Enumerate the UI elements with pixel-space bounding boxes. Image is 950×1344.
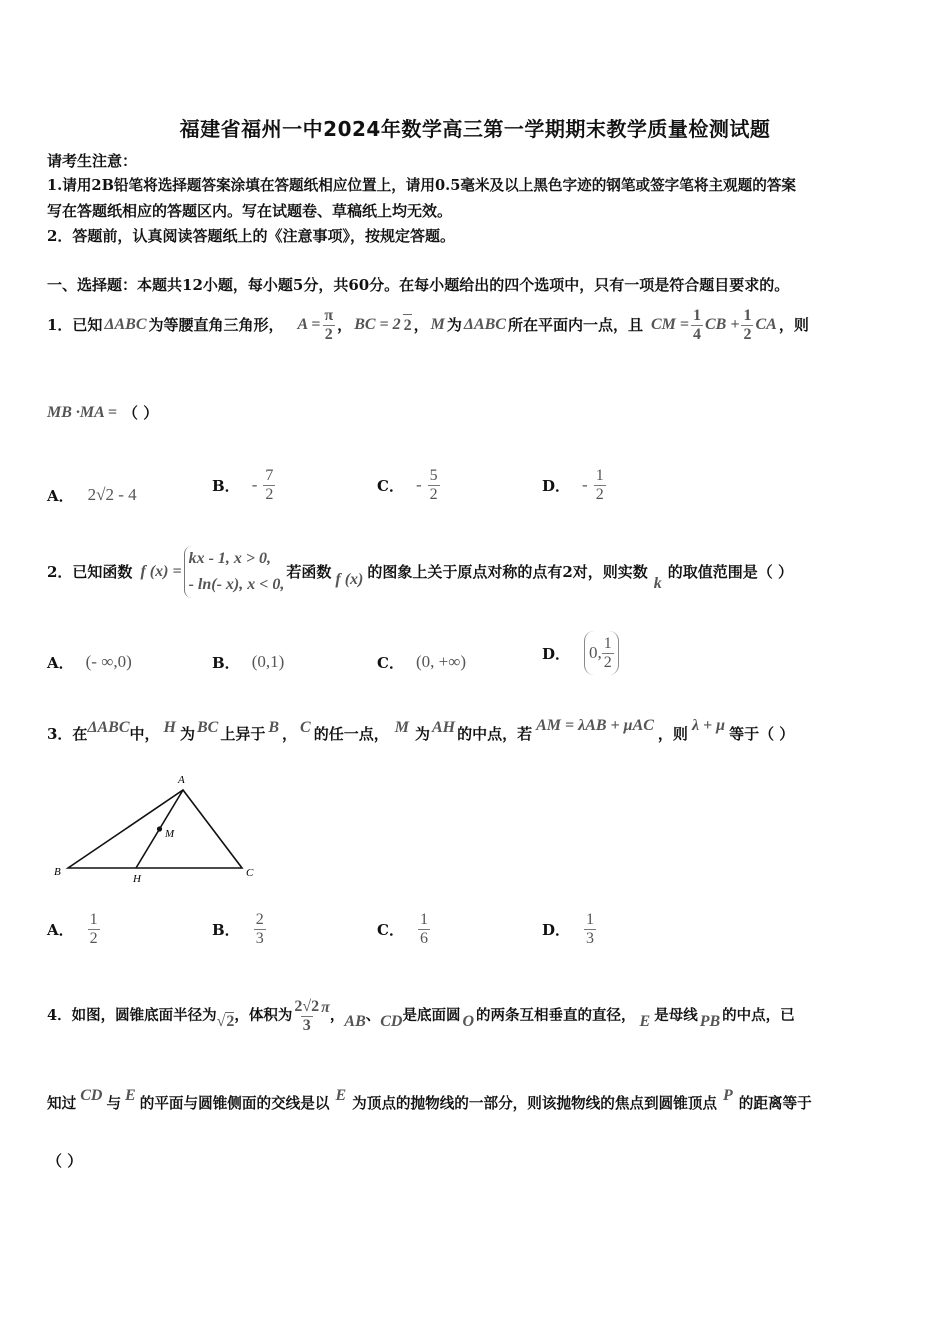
q1-frac-half: $\frac{1}{2}$ xyxy=(743,306,752,343)
option-fraction: $\frac{2}{3}$ xyxy=(255,910,264,947)
q3-text-8: ，则 xyxy=(657,725,688,743)
option-fraction: $\frac{7}{2}$ xyxy=(265,466,274,503)
q4-text-11: 为顶点的抛物线的一部分，则该抛物线的焦点到圆锥顶点 xyxy=(352,1095,717,1112)
q1-frac-quarter: $\frac{1}{4}$ xyxy=(693,306,701,343)
q2-option-a[interactable] xyxy=(47,648,132,676)
option-label: D． xyxy=(542,476,571,495)
q2-k: k xyxy=(653,575,662,592)
q3-triangle-figure xyxy=(40,768,280,888)
q3-option-c[interactable] xyxy=(377,904,430,954)
notice-item-1-line-1: 1.请用2B铅笔将选择题答案涂填在答题纸相应位置上，请用0.5毫米及以上黑色字迹的钢笔或签字笔将主观题的答案 xyxy=(47,177,797,194)
q1-text-a: 为等腰直角三角形， xyxy=(148,316,284,334)
q3-ah: AH xyxy=(431,719,456,736)
q1-triangle: ΔABC xyxy=(104,316,147,333)
option-value: (0, +∞) xyxy=(415,652,466,671)
q3-text-5: 的任一点， xyxy=(313,725,389,743)
q1-sqrt2: 2 xyxy=(403,314,412,337)
q4-text-9: 与 xyxy=(106,1095,122,1112)
option-label: B． xyxy=(212,653,240,672)
q3-option-a[interactable] xyxy=(47,904,100,954)
label-m: M xyxy=(165,828,175,840)
question-2 xyxy=(47,540,793,604)
q4-radius: √2 xyxy=(216,1013,235,1030)
q2-case-2: - ln(- x), x < 0, xyxy=(188,576,285,593)
q3-text-1: 中， xyxy=(129,725,160,743)
q1-paren: （ ） xyxy=(123,404,159,422)
q1-cb: CB + xyxy=(705,316,740,333)
q3-vector-equation: AM = λAB + μAC xyxy=(536,717,654,734)
option-label: A． xyxy=(47,653,74,672)
q1-angle-fraction: $\frac{\pi}{2}$ xyxy=(324,306,334,343)
q1-mb-ma: MB ·MA = xyxy=(47,404,118,421)
q3-lambda-mu: λ + μ xyxy=(691,717,726,734)
q4-text-12: 的距离等于 xyxy=(738,1095,812,1112)
q2-option-b[interactable] xyxy=(212,648,284,676)
q4-o: O xyxy=(462,1013,475,1030)
option-value: 0, xyxy=(589,643,602,662)
q1-comma-2: ， xyxy=(413,316,429,334)
option-label: C． xyxy=(377,653,404,672)
label-b: B xyxy=(54,866,61,878)
section-heading: 一、选择题：本题共12小题，每小题5分，共60分。在每小题给出的四个选项中，只有一项是符合题目要求的。 xyxy=(47,276,790,294)
option-label: A． xyxy=(47,920,74,939)
option-fraction: $\frac{1}{3}$ xyxy=(586,910,595,947)
q1-option-b[interactable] xyxy=(212,460,275,510)
q4-pb: PB xyxy=(699,1013,721,1030)
q1-bc: BC = 2 xyxy=(354,316,401,333)
q3-text-7: 的中点，若 xyxy=(457,725,533,743)
q2-case-1: kx - 1, x > 0, xyxy=(188,550,272,567)
q3-option-d[interactable] xyxy=(542,904,596,954)
q4-cd: CD xyxy=(380,1013,403,1030)
option-sign: - xyxy=(582,475,588,494)
option-sign: - xyxy=(415,475,422,494)
q3-text-3: 上异于 xyxy=(220,725,266,743)
q4-text-2: ， xyxy=(329,1007,345,1024)
q4-pi: π xyxy=(321,999,330,1016)
q2-text-b: 的图象上关于原点对称的点有2对，则实数 xyxy=(367,563,648,581)
option-label: C． xyxy=(377,476,404,495)
q4-text-10: 的平面与圆锥侧面的交线是以 xyxy=(139,1095,330,1112)
notice-item-2: 2．答题前，认真阅读答题纸上的《注意事项》，按规定答题。 xyxy=(47,227,455,245)
q1-prefix: 1．已知 xyxy=(47,316,103,334)
option-fraction: $\frac{1}{2}$ xyxy=(595,466,604,503)
option-label: C． xyxy=(377,920,404,939)
point-m xyxy=(157,826,162,831)
q4-text-5: 的两条互相垂直的直径， xyxy=(476,1007,636,1024)
q3-text-9: 等于（ ） xyxy=(729,725,795,743)
q1-option-a[interactable] xyxy=(47,470,137,520)
q4-line-2 xyxy=(47,1086,812,1122)
question-4 xyxy=(47,988,795,1044)
q1-text-c: 所在平面内一点，且 xyxy=(507,316,643,334)
q1-ca: CA xyxy=(755,316,777,333)
q2-text-a: 若函数 xyxy=(286,563,332,581)
q1-angle-a: A = xyxy=(297,316,321,333)
q3-b: B xyxy=(268,719,279,736)
option-fraction: $\frac{1}{6}$ xyxy=(419,910,428,947)
q2-fx: f (x) = xyxy=(140,563,182,580)
q4-e-2: E xyxy=(125,1087,136,1104)
q3-text-2: 为 xyxy=(179,725,195,743)
q3-prefix: 3．在 xyxy=(47,725,88,743)
option-bracket xyxy=(584,631,619,675)
triangle-abc xyxy=(68,790,242,868)
q1-question-line-2 xyxy=(47,402,158,424)
option-value: (- ∞,0) xyxy=(85,652,132,671)
option-fraction: $\frac{5}{2}$ xyxy=(429,466,438,503)
q4-cd-2: CD xyxy=(80,1087,103,1104)
q2-option-d[interactable] xyxy=(542,628,619,678)
q4-text-7: 的中点，已 xyxy=(722,1007,795,1024)
option-value: (0,1) xyxy=(251,652,285,671)
q4-text-1: ，体积为 xyxy=(234,1007,293,1024)
q1-option-d[interactable] xyxy=(542,460,606,510)
q2-fx-2: f (x) xyxy=(335,571,364,588)
q3-text-4: ， xyxy=(282,725,298,743)
q4-text-8: 知过 xyxy=(47,1095,77,1112)
option-fraction: $\frac{1}{2}$ xyxy=(89,910,98,947)
q1-m: M xyxy=(430,316,445,333)
q3-text-6: 为 xyxy=(414,725,430,743)
question-3 xyxy=(47,714,794,754)
notice-heading: 请考生注意： xyxy=(47,152,138,170)
q3-bc: BC xyxy=(196,719,219,736)
q3-h: H xyxy=(163,719,176,736)
q4-e-3: E xyxy=(335,1087,347,1104)
option-fraction: $\frac{1}{2}$ xyxy=(603,634,612,671)
q4-text-3: 、 xyxy=(365,1007,381,1024)
q2-piecewise xyxy=(184,546,285,598)
q2-prefix: 2．已知函数 xyxy=(47,563,133,581)
q4-prefix: 4．如图，圆锥底面半径为 xyxy=(47,1007,217,1024)
q1-option-c[interactable] xyxy=(377,460,440,510)
q2-text-c: 的取值范围是（ ） xyxy=(667,563,794,581)
q4-ab: AB xyxy=(344,1013,366,1030)
option-label: A． xyxy=(47,486,74,505)
q3-c: C xyxy=(300,719,311,736)
option-label: B． xyxy=(212,920,240,939)
q4-text-4: 是底面圆 xyxy=(402,1007,461,1024)
label-a: A xyxy=(178,774,185,786)
q2-option-c[interactable] xyxy=(377,648,466,676)
q1-comma: ， xyxy=(337,316,353,334)
q1-text-d: ，则 xyxy=(778,316,809,334)
option-label: D． xyxy=(542,920,571,939)
q3-triangle: ΔABC xyxy=(87,719,130,736)
question-1 xyxy=(47,300,809,350)
option-sign: - xyxy=(251,475,258,494)
q4-paren: （ ） xyxy=(47,1152,83,1170)
q4-e: E xyxy=(639,1013,651,1030)
q4-p: P xyxy=(722,1087,733,1104)
notice-item-1-line-2: 写在答题纸相应的答题区内。写在试题卷、草稿纸上均无效。 xyxy=(47,202,453,220)
q3-m: M xyxy=(394,719,409,736)
q4-volume-fraction: $\frac{2√2}{3}$ xyxy=(294,997,320,1034)
q4-text-6: 是母线 xyxy=(654,1007,698,1024)
label-c: C xyxy=(246,867,254,879)
q1-cm: CM = xyxy=(650,316,689,333)
q1-triangle-2: ΔABC xyxy=(463,316,506,333)
q1-text-b: 为 xyxy=(446,316,462,334)
page-title: 福建省福州一中2024年数学高三第一学期期末教学质量检测试题 xyxy=(179,117,771,141)
option-label: B． xyxy=(212,476,240,495)
label-h: H xyxy=(133,873,141,885)
option-value: 2√2 - 4 xyxy=(87,485,137,504)
option-label: D． xyxy=(542,644,571,663)
q3-option-b[interactable] xyxy=(212,904,266,954)
